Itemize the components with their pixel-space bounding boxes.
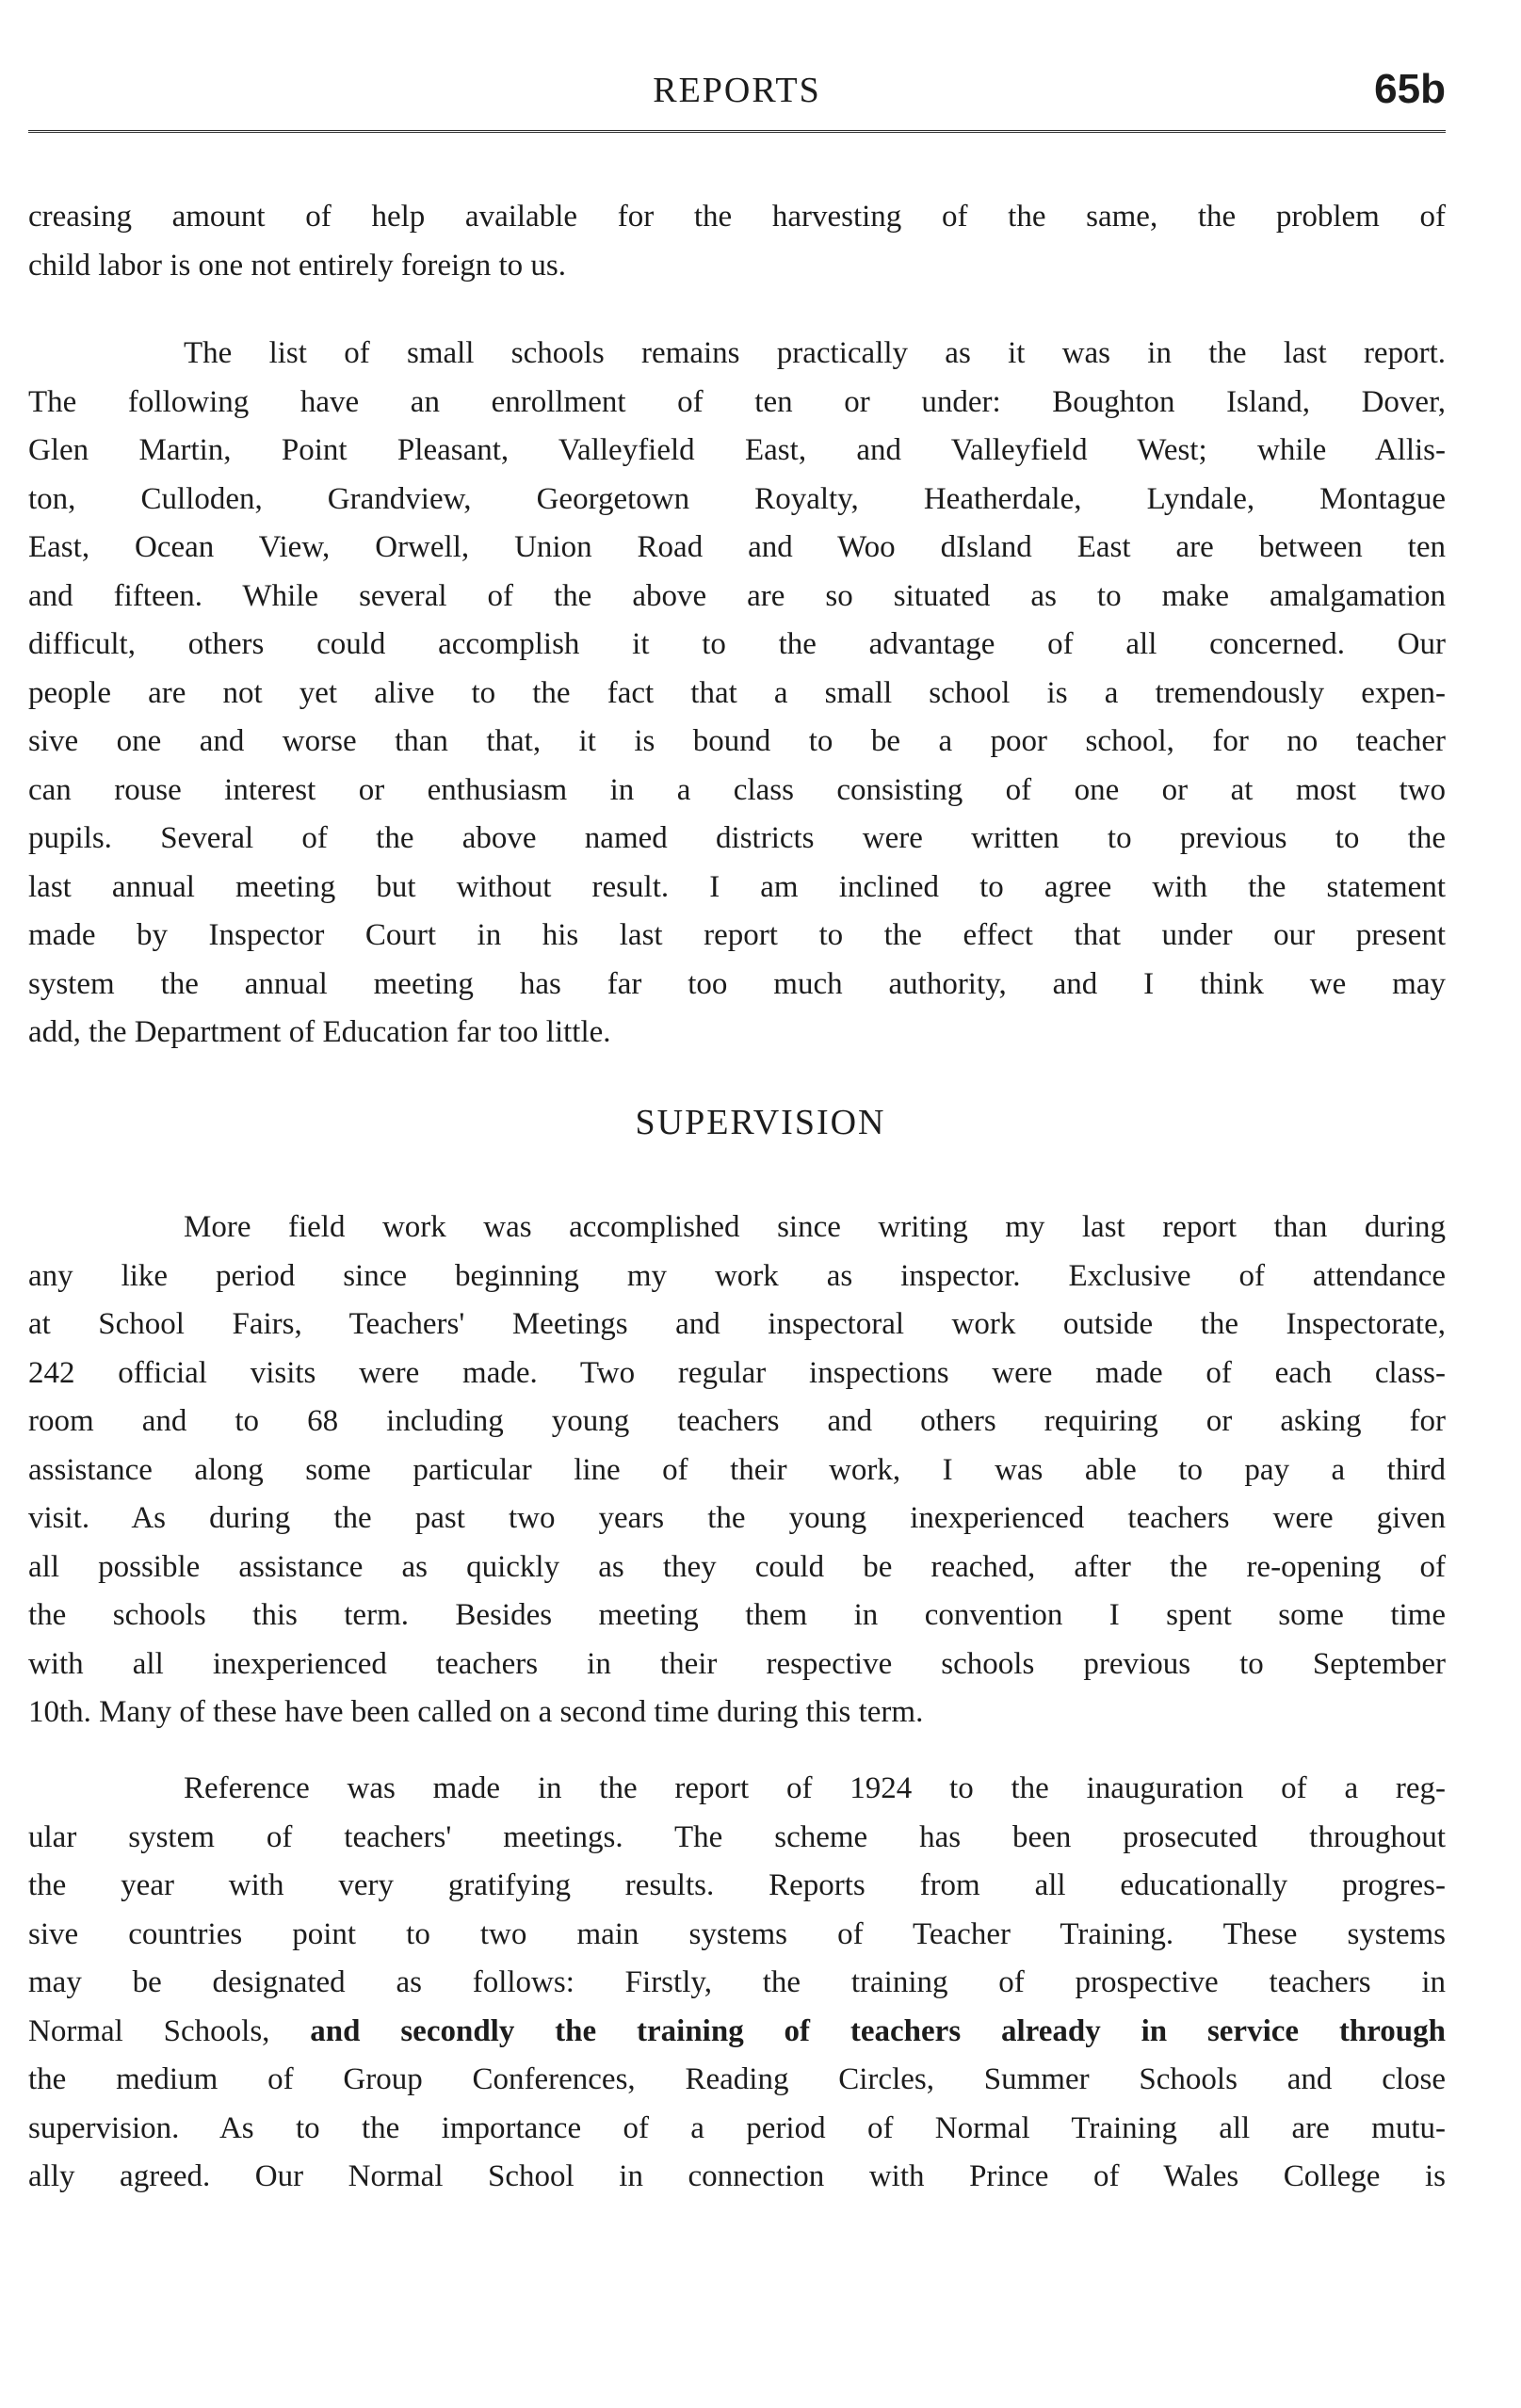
text-line: visit. As during the past two years the young inexperienced teachers were given xyxy=(28,1501,1446,1535)
paragraph-teacher-training xyxy=(28,1765,1446,2202)
text-line: More field work was accomplished since writing my last report than during xyxy=(184,1210,1446,1244)
text-line: creasing amount of help available for the harvesting of the same, the problem of xyxy=(28,200,1446,234)
text-line: sive one and worse than that, it is bound to be a poor school, for no teacher xyxy=(28,724,1446,758)
text-line: Reference was made in the report of 1924 to the inauguration of a reg- xyxy=(184,1771,1446,1805)
text-line: ton, Culloden, Grandview, Georgetown Royalty, Heatherdale, Lyndale, Montague xyxy=(28,481,1446,516)
text-line: people are not yet alive to the fact that a small school is a tremendously expen- xyxy=(28,675,1446,710)
text-line: supervision. As to the importance of a period of Normal Training all are mutu- xyxy=(28,2110,1446,2145)
text-line: ular system of teachers' meetings. The scheme has been prosecuted throughout xyxy=(28,1819,1446,1854)
header-rule xyxy=(28,130,1446,133)
text-line: child labor is one not entirely foreign to us. xyxy=(28,248,566,283)
text-line: the schools this term. Besides meeting them in convention I spent some time xyxy=(28,1598,1446,1632)
text-line: difficult, others could accomplish it to the advantage of all concerned. Our xyxy=(28,627,1446,661)
text-line: and fifteen. While several of the above are so situated as to make amalgamation xyxy=(28,578,1446,613)
running-head-title: REPORTS xyxy=(653,71,821,110)
text-line: 10th. Many of these have been called on a second time during this term. xyxy=(28,1695,924,1729)
text-line: assistance along some particular line of their work, I was able to pay a third xyxy=(28,1452,1446,1487)
text-line: all possible assistance as quickly as they could be reached, after the re-opening of xyxy=(28,1549,1446,1584)
text-line: pupils. Several of the above named districts were written to previous to the xyxy=(28,821,1446,855)
paragraph-small-schools xyxy=(28,330,1446,1058)
text-line: with all inexperienced teachers in their respective schools previous to September xyxy=(28,1646,1446,1681)
text-line: the medium of Group Conferences, Reading Circles, Summer Schools and close xyxy=(28,2062,1446,2096)
text-line: Glen Martin, Point Pleasant, Valleyfield East, and Valleyfield West; while Allis- xyxy=(28,433,1446,467)
text-line: may be designated as follows: Firstly, the training of prospective teachers in xyxy=(28,1965,1446,1999)
text-line: at School Fairs, Teachers' Meetings and inspectoral work outside the Inspectorate, xyxy=(28,1307,1446,1341)
paragraph-field-work xyxy=(28,1204,1446,1737)
text-line: system the annual meeting has far too much authority, and I think we may xyxy=(28,966,1446,1001)
running-head xyxy=(28,66,1446,122)
text-line: last annual meeting but without result. I am inclined to agree with the statement xyxy=(28,869,1446,904)
paragraph-continuation xyxy=(28,193,1446,290)
text-line: 242 official visits were made. Two regular inspections were made of each class- xyxy=(28,1355,1446,1390)
text-line: add, the Department of Education far too little. xyxy=(28,1015,611,1049)
page-number: 65b xyxy=(1374,66,1446,112)
text-line: sive countries point to two main systems of Teacher Training. These systems xyxy=(28,1916,1446,1951)
bold-text-run: and secondly the training of teachers already in service through xyxy=(269,2013,1446,2048)
text-run: Normal Schools, xyxy=(28,2013,270,2048)
text-line: The list of small schools remains practically as it was in the last report. xyxy=(184,336,1446,370)
text-line: room and to 68 including young teachers and others requiring or asking for xyxy=(28,1404,1446,1438)
section-heading: SUPERVISION xyxy=(635,1103,886,1142)
text-line: any like period since beginning my work as inspector. Exclusive of attendance xyxy=(28,1258,1446,1293)
text-line: the year with very gratifying results. Reports from all educationally progres- xyxy=(28,1868,1446,1902)
text-line: East, Ocean View, Orwell, Union Road and Woo dIsland East are between ten xyxy=(28,530,1446,564)
text-line: made by Inspector Court in his last report to the effect that under our present xyxy=(28,918,1446,952)
text-line: can rouse interest or enthusiasm in a class consisting of one or at most two xyxy=(28,772,1446,807)
text-line: The following have an enrollment of ten or under: Boughton Island, Dover, xyxy=(28,384,1446,419)
text-line: ally agreed. Our Normal School in connection with Prince of Wales College is xyxy=(28,2159,1446,2193)
text-line-mixed xyxy=(28,2008,1446,2057)
